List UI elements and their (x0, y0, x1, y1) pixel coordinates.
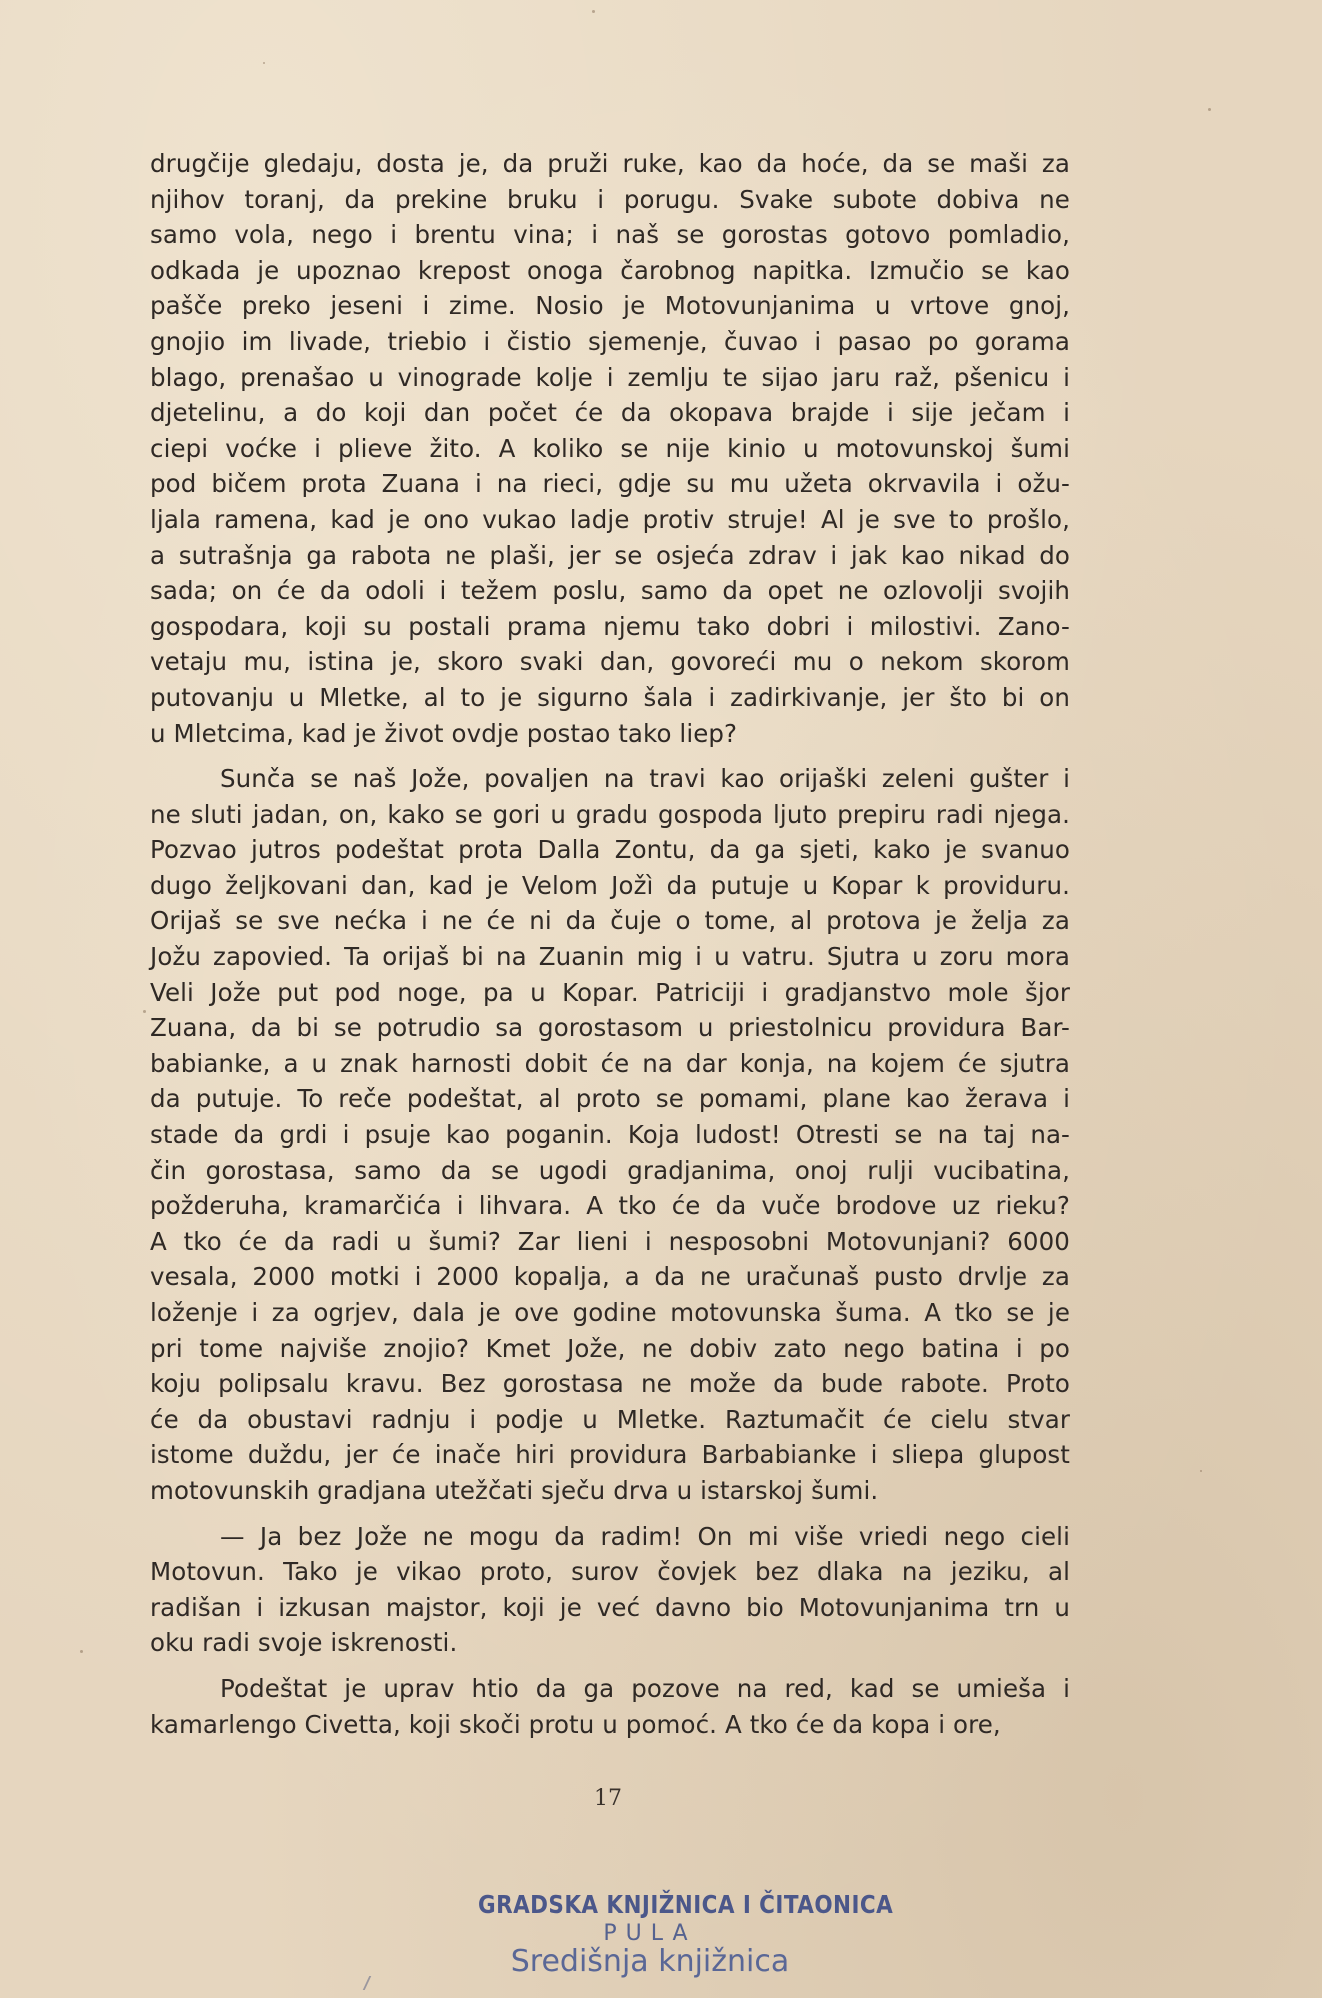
text-line: Sunča se naš Jože, povaljen na travi kao orijaški zeleni gušter i (220, 764, 1070, 794)
text-line: djetelinu, a do koji dan počet će da okopava brajde i sije ječam i (150, 398, 1070, 428)
paper-speck (80, 1650, 83, 1653)
text-line: Podeštat je uprav htio da ga pozove na red, kad se umieša i (220, 1673, 1070, 1703)
page-number: 17 (594, 1786, 622, 1811)
text-line: drugčije gledaju, dosta je, da pruži ruke, kao da hoće, da se maši za (150, 149, 1070, 178)
text-line: samo vola, nego i brentu vina; i naš se gorostas gotovo pomladio, (150, 220, 1070, 250)
text-line: Pozvao jutros podeštat prota Dalla Zontu, da ga sjeti, kako je svanuo (150, 835, 1070, 865)
text-line: kamarlengo Civetta, koji skoči protu u pomoć. A tko će da kopa i ore, (150, 1709, 1001, 1739)
body-text (150, 146, 1070, 1752)
text-line: ljala ramena, kad je ono vukao ladje protiv struje! Al je sve to prošlo, (150, 504, 1070, 534)
text-line: Jožu zapovied. Ta orijaš bi na Zuanin mig i u vatru. Sjutra u zoru mora (150, 942, 1070, 972)
paper-speck (263, 62, 265, 64)
text-line: radišan i izkusan majstor, koji je već davno bio Motovunjanima trn u (150, 1592, 1070, 1622)
text-line: babianke, a u znak harnosti dobit će na dar konja, na kojem će sjutra (150, 1048, 1070, 1078)
text-line: oku radi svoje iskrenosti. (150, 1628, 458, 1658)
paragraph (150, 146, 1070, 751)
text-line: sada; on će da odoli i težem poslu, samo da opet ne ozlovolji svojih (150, 576, 1070, 606)
text-line: loženje i za ogrjev, dala je ove godine motovunska šuma. A tko se je (150, 1298, 1070, 1327)
text-line: putovanju u Mletke, al to je sigurno šala i zadirkivanje, jer što bi on (150, 682, 1070, 712)
text-line: istome duždu, jer će inače hiri providura Barbabianke i sliepa glupost (150, 1440, 1070, 1470)
library-stamp (450, 1890, 894, 1979)
text-line: A tko će da radi u šumi? Zar lieni i nesposobni Motovunjani? 6000 (150, 1226, 1070, 1256)
text-line: požderuha, kramarčića i lihvara. A tko će da vuče brodove uz rieku? (150, 1191, 1070, 1221)
paper-speck (1208, 108, 1211, 111)
stamp-branch: Središnja knjižnica (510, 1944, 790, 1979)
text-line: vetaju mu, istina je, skoro svaki dan, govoreći mu o nekom skorom (150, 647, 1070, 677)
text-line: stade da grdi i psuje kao poganin. Koja ludost! Otresti se na taj na- (150, 1120, 1070, 1150)
text-line: blago, prenašao u vinograde kolje i zemlju te sijao jaru raž, pšenicu i (150, 362, 1070, 392)
text-line: njihov toranj, da prekine bruku i porugu. Svake subote dobiva ne (150, 184, 1070, 214)
text-line: Motovun. Tako je vikao proto, surov čovjek bez dlaka na jeziku, al (150, 1557, 1070, 1587)
text-line: Veli Jože put pod noge, pa u Kopar. Patriciji i gradjanstvo mole šjor (150, 977, 1070, 1007)
stamp-city: PULA (603, 1921, 697, 1946)
text-line: ciepi voćke i plieve žito. A koliko se nije kinio u motovunskoj šumi (150, 433, 1070, 463)
text-line: čin gorostasa, samo da se ugodi gradjanima, onoj rulji vucibatina, (150, 1155, 1070, 1185)
text-line: ne sluti jadan, on, kako se gori u gradu gospoda ljuto prepiru radi njega. (150, 799, 1070, 829)
paragraph (150, 1519, 1070, 1661)
text-line: pod bičem prota Zuana i na rieci, gdje su mu užeta okrvavila i ožu- (150, 469, 1070, 499)
text-line: pri tome najviše znojio? Kmet Jože, ne dobiv zato nego batina i po (150, 1333, 1070, 1363)
text-line: koju polipsalu kravu. Bez gorostasa ne može da bude rabote. Proto (150, 1369, 1070, 1399)
paragraph (150, 761, 1070, 1508)
text-line: Zuana, da bi se potrudio sa gorostasom u priestolnicu providura Bar- (150, 1013, 1070, 1043)
text-line: odkada je upoznao krepost onoga čarobnog napitka. Izmučio se kao (150, 255, 1070, 285)
text-line: gospodara, koji su postali prama njemu tako dobri i milostivi. Zano- (150, 611, 1070, 641)
text-line: da putuje. To reče podeštat, al proto se pomami, plane kao žerava i (150, 1084, 1070, 1114)
text-line: Orijaš se sve nećka i ne će ni da čuje o tome, al protova je želja za (150, 906, 1070, 936)
text-line: u Mletcima, kad je život ovdje postao tako liep? (150, 718, 738, 748)
paper-speck (143, 1010, 146, 1013)
paragraph (150, 1671, 1070, 1742)
text-line: pašče preko jeseni i zime. Nosio je Motovunjanima u vrtove gnoj, (150, 291, 1070, 321)
text-line: dugo željkovani dan, kad je Velom Jožì da putuje u Kopar k providuru. (150, 870, 1070, 900)
text-line: a sutrašnja ga rabota ne plaši, jer se osjeća zdrav i jak kao nikad do (150, 540, 1070, 570)
paper-speck (1200, 1470, 1202, 1472)
text-line: motovunskih gradjana utežčati sječu drva u istarskoj šumi. (150, 1475, 879, 1505)
pencil-mark (363, 1976, 388, 1990)
text-line: će da obustavi radnju i podje u Mletke. Raztumačit će cielu stvar (150, 1404, 1070, 1434)
stamp-library-name: GRADSKA KNJIŽNICA I ČITAONICA (478, 1890, 894, 1919)
text-line: gnojio im livade, triebio i čistio sjemenje, čuvao i pasao po gorama (150, 326, 1070, 356)
text-line: vesala, 2000 motki i 2000 kopalja, a da ne uračunaš pusto drvlje za (150, 1262, 1070, 1292)
paper-speck (592, 10, 595, 13)
text-line: — Ja bez Jože ne mogu da radim! On mi više vriedi nego cieli (220, 1521, 1070, 1551)
